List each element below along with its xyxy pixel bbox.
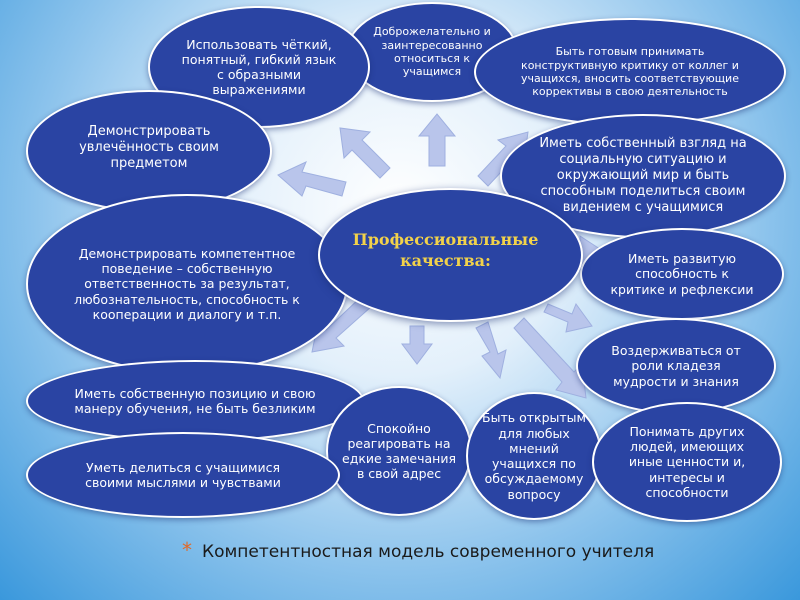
- node-understand-others: [592, 402, 782, 522]
- arrow-left-upper-icon: [278, 162, 346, 196]
- arrow-down-icon: [402, 326, 432, 364]
- node-clear-language-text: Использовать чёткий, понятный, гибкий язык с образными выражениями: [181, 36, 337, 98]
- node-competent-behavior-text: Демонстрировать компетентное поведение – собственную ответственность за результат, любознательность, способность к кооперации и диалогу и т.п.: [74, 245, 300, 322]
- node-share-feelings-text: Уметь делиться с учащимися своими мыслями и чувствами: [85, 459, 281, 490]
- node-calm-reaction: [326, 386, 472, 516]
- node-calm-reaction-text: Спокойно реагировать на едкие замечания в свой адрес: [342, 420, 456, 482]
- node-goodwill-text: Доброжелательно и заинтересованно относиться к учащимся: [373, 25, 491, 79]
- node-enthusiasm: [26, 90, 272, 212]
- node-own-view-text: Иметь собственный взгляд на социальную ситуацию и окружающий мир и быть способным поделиться своим видением с учащимися: [539, 136, 747, 215]
- center-node: [318, 188, 583, 322]
- caption-bullet: *: [182, 538, 192, 562]
- node-restraint: [576, 318, 776, 414]
- node-own-position-text: Иметь собственную позицию и свою манеру обучения, не быть безликим: [74, 385, 316, 416]
- node-reflection: [580, 228, 784, 320]
- arrow-up-icon: [419, 114, 455, 166]
- node-accept-criticism: [474, 18, 786, 126]
- arrow-right-down-icon: [544, 304, 592, 332]
- node-share-feelings: [26, 432, 340, 518]
- node-openness-text: Быть открытым для любых мнений учащихся по обсуждаемому вопросу: [482, 410, 586, 502]
- arrow-up-left-icon: [340, 128, 390, 178]
- center-label: Профессиональные качества:: [352, 230, 539, 270]
- node-restraint-text: Воздерживаться от роли кладезя мудрости и знания: [611, 343, 741, 389]
- arrow-down-right-small-icon: [476, 322, 506, 378]
- node-competent-behavior: [26, 194, 348, 374]
- node-reflection-text: Иметь развитую способность к критике и рефлексии: [610, 251, 754, 297]
- caption: [182, 538, 654, 562]
- caption-text: Компетентностная модель современного учителя: [202, 542, 655, 562]
- node-understand-others-text: Понимать других людей, имеющих иные ценности и, интересы и способности: [628, 423, 746, 500]
- node-openness: [466, 392, 602, 520]
- node-own-position: [26, 360, 364, 442]
- node-enthusiasm-text: Демонстрировать увлечённость своим предметом: [79, 124, 219, 171]
- node-accept-criticism-text: Быть готовым принимать конструктивную критику от коллег и учащихся, вносить соответствующие коррективы в свою деятельность: [521, 45, 739, 99]
